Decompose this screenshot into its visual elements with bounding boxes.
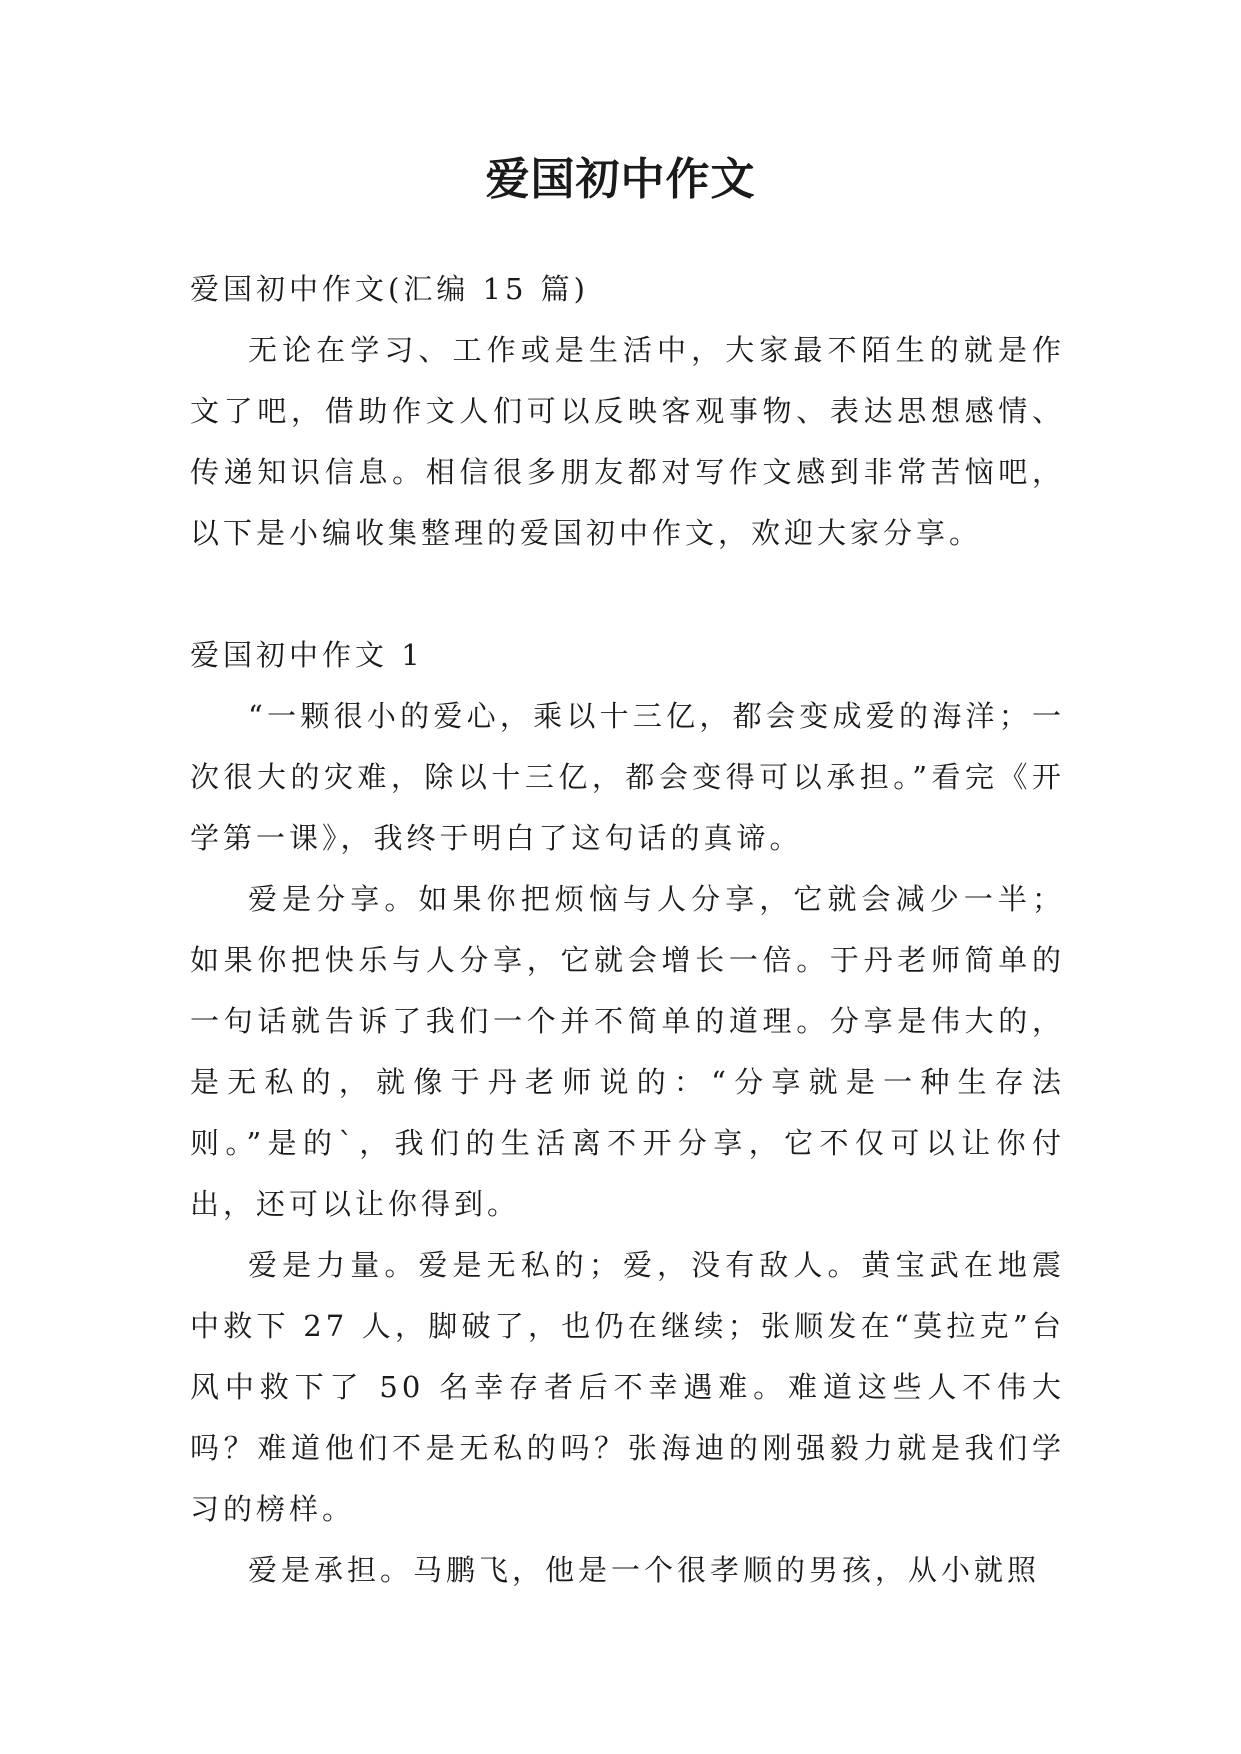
- section-heading: 爱国初中作文 1: [190, 638, 424, 672]
- body-paragraph: 爱是分享。如果你把烦恼与人分享，它就会减少一半；如果你把快乐与人分享，它就会增长一倍。于丹老师简单的一句话就告诉了我们一个并不简单的道理。分享是伟大的，是无私的，就像于丹老师说的：“分享就是一种生存法则。”是的`，我们的生活离不开分享，它不仅可以让你付出，还可以让你得到。: [190, 882, 1065, 1221]
- document-body: [190, 259, 1065, 1601]
- intro-paragraph: 无论在学习、工作或是生活中，大家最不陌生的就是作文了吧，借助作文人们可以反映客观事物、表达思想感情、传递知识信息。相信很多朋友都对写作文感到非常苦恼吧，以下是小编收集整理的爱国初中作文，欢迎大家分享。: [190, 333, 1065, 550]
- body-paragraph: “一颗很小的爱心，乘以十三亿，都会变成爱的海洋；一次很大的灾难，除以十三亿，都会变得可以承担。”看完《开学第一课》，我终于明白了这句话的真谛。: [190, 699, 1065, 855]
- document-title: 爱国初中作文: [485, 154, 756, 205]
- document-subtitle: 爱国初中作文(汇编 15 篇): [190, 272, 589, 306]
- section-spacer: [190, 564, 1065, 625]
- body-paragraph: 爱是承担。马鹏飞，他是一个很孝顺的男孩，从小就照: [248, 1553, 1041, 1587]
- body-paragraph: 爱是力量。爱是无私的；爱，没有敌人。黄宝武在地震中救下 27 人，脚破了，也仍在继续；张顺发在“莫拉克”台风中救下了 50 名幸存者后不幸遇难。难道这些人不伟大吗？难道他们不是无私的吗？张海迪的刚强毅力就是我们学习的榜样。: [190, 1248, 1065, 1526]
